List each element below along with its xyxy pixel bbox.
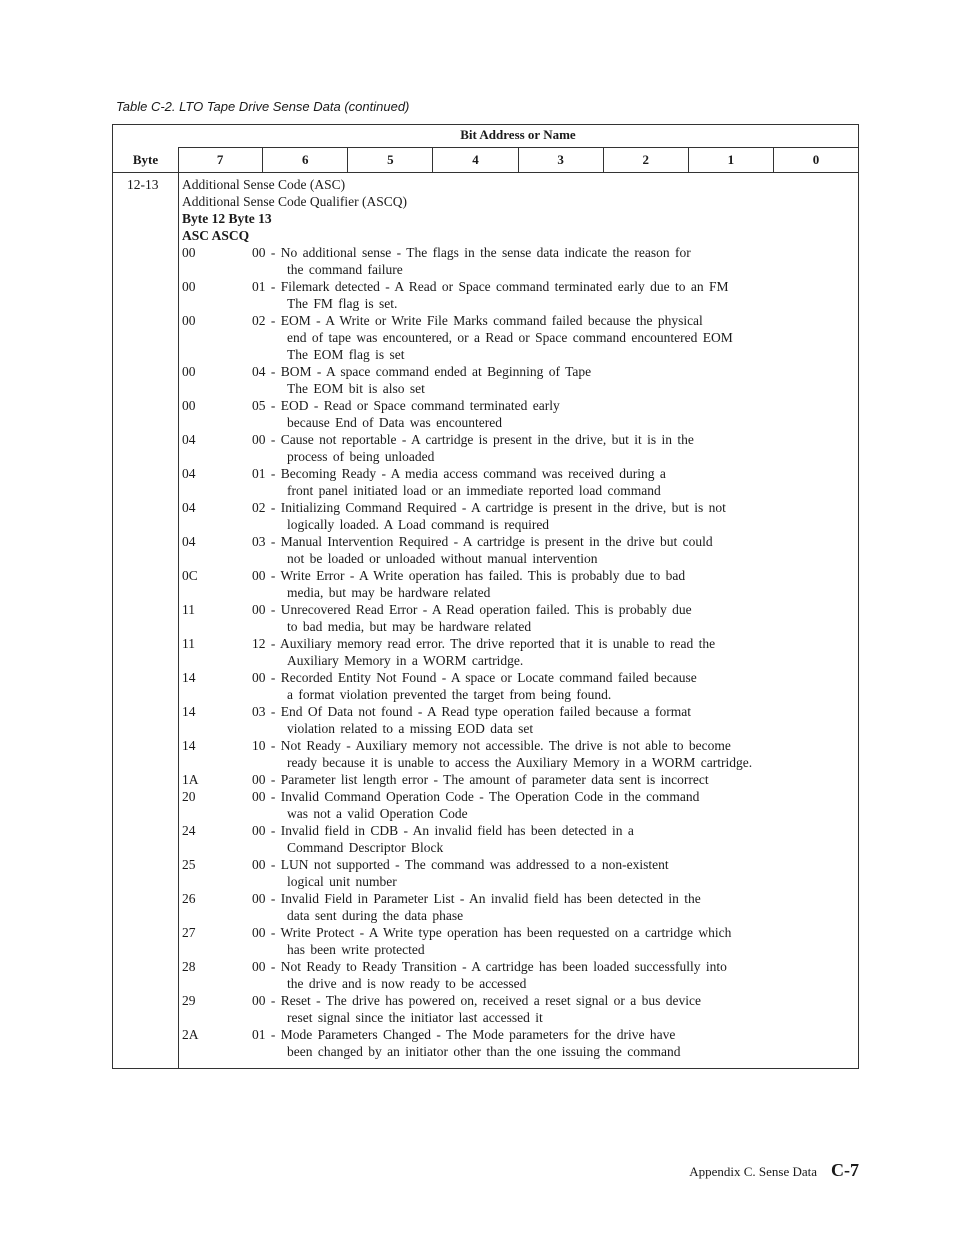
sense-code-entry — [182, 992, 854, 1026]
ascq-description-continued: been changed by an initiator other than the one issuing the command — [287, 1044, 681, 1059]
ascq-description: 00 - Invalid field in CDB - An invalid field has been detected in a — [252, 823, 634, 838]
ascq-description: 12 - Auxiliary memory read error. The drive reported that it is unable to read the — [252, 636, 716, 651]
asc-code: 00 — [182, 245, 196, 260]
ascq-description: 00 - Parameter list length error - The amount of parameter data sent is incorrect — [252, 772, 709, 787]
bit-header-7: 7 — [216, 152, 224, 167]
bit-header-3: 3 — [518, 147, 603, 172]
sense-code-entry — [182, 958, 854, 992]
bit-header-2: 2 — [603, 147, 688, 172]
ascq-description: 01 - Mode Parameters Changed - The Mode parameters for the drive have — [252, 1027, 676, 1042]
ascq-description-continued: not be loaded or unloaded without manual intervention — [287, 551, 598, 566]
ascq-description: 00 - Cause not reportable - A cartridge is present in the drive, but it is in the — [252, 432, 694, 447]
sense-code-entry — [182, 924, 854, 958]
sense-code-entry — [182, 890, 854, 924]
asc-code: 29 — [182, 993, 196, 1008]
sense-code-entry — [182, 363, 854, 397]
ascq-description-continued: Command Descriptor Block — [287, 840, 444, 855]
asc-code: 2A — [182, 1027, 199, 1042]
ascq-description-continued: front panel initiated load or an immediate reported load command — [287, 483, 661, 498]
asc-code: 26 — [182, 891, 196, 906]
ascq-description-continued: violation related to a missing EOD data set — [287, 721, 534, 736]
ascq-description: 00 - Recorded Entity Not Found - A space or Locate command failed because — [252, 670, 697, 685]
sense-code-entry — [182, 431, 854, 465]
header-bottom-divider — [113, 172, 858, 173]
sense-data-table — [112, 124, 859, 1069]
ascq-description: 00 - Unrecovered Read Error - A Read operation failed. This is probably due — [252, 602, 692, 617]
sense-code-entry — [182, 788, 854, 822]
sense-code-entry — [182, 244, 854, 278]
bit-columns — [178, 147, 858, 172]
page-number: C-7 — [831, 1160, 859, 1180]
ascq-description-continued: Auxiliary Memory in a WORM cartridge. — [287, 653, 524, 668]
sense-code-entry — [182, 635, 854, 669]
bit-header-4: 4 — [432, 147, 517, 172]
ascq-description-continued: was not a valid Operation Code — [287, 806, 468, 821]
sense-code-entry — [182, 601, 854, 635]
asc-code: 20 — [182, 789, 196, 804]
ascq-description: 03 - Manual Intervention Required - A cartridge is present in the drive but could — [252, 534, 713, 549]
ascq-description: 00 - Write Protect - A Write type operation has been requested on a cartridge which — [252, 925, 732, 940]
sense-code-entry — [182, 856, 854, 890]
asc-code: 00 — [182, 313, 196, 328]
ascq-description-continued: The EOM flag is set — [287, 347, 405, 362]
bit-header-1: 1 — [688, 147, 773, 172]
ascq-description-continued: process of being unloaded — [287, 449, 435, 464]
byte-value: 12-13 — [127, 177, 159, 192]
sense-code-entry — [182, 771, 854, 788]
asc-code: 25 — [182, 857, 196, 872]
asc-code: 14 — [182, 704, 196, 719]
sense-code-entry — [182, 312, 854, 363]
asc-code: 1A — [182, 772, 199, 787]
asc-code: 00 — [182, 398, 196, 413]
asc-code: 0C — [182, 568, 198, 583]
asc-code: 14 — [182, 670, 196, 685]
sense-code-entry — [182, 703, 854, 737]
sense-code-entry — [182, 533, 854, 567]
asc-code: 28 — [182, 959, 196, 974]
bit-header-0: 0 — [773, 147, 858, 172]
ascq-description: 00 - Not Ready to Ready Transition - A cartridge has been loaded successfully into — [252, 959, 727, 974]
ascq-description: 00 - Reset - The drive has powered on, received a reset signal or a bus device — [252, 993, 701, 1008]
bit-header-5: 5 — [347, 147, 432, 172]
asc-code: 11 — [182, 602, 195, 617]
asc-description-cell — [182, 176, 854, 1060]
ascq-description-continued: end of tape was encountered, or a Read or Space command encountered EOM — [287, 330, 733, 345]
ascq-description: 04 - BOM - A space command ended at Beginning of Tape — [252, 364, 592, 379]
ascq-description-continued: the command failure — [287, 262, 403, 277]
asc-code: 27 — [182, 925, 196, 940]
sense-code-entry — [182, 397, 854, 431]
table-caption: Table C-2. LTO Tape Drive Sense Data (continued) — [116, 99, 410, 114]
ascq-description: 05 - EOD - Read or Space command terminated early — [252, 398, 560, 413]
sense-code-entry — [182, 737, 854, 771]
byte-column-header: Byte — [132, 152, 159, 167]
ascq-description-continued: because End of Data was encountered — [287, 415, 503, 430]
sense-code-entry — [182, 465, 854, 499]
ascq-description: 00 - No additional sense - The flags in the sense data indicate the reason for — [252, 245, 691, 260]
sense-code-entry — [182, 499, 854, 533]
sense-code-entry — [182, 278, 854, 312]
ascq-description-continued: data sent during the data phase — [287, 908, 464, 923]
asc-code: 14 — [182, 738, 196, 753]
ascq-description-continued: the drive and is now ready to be accessed — [287, 976, 527, 991]
asc-code: 00 — [182, 279, 196, 294]
asc-code: 04 — [182, 500, 196, 515]
ascq-description-continued: The EOM bit is also set — [287, 381, 425, 396]
asc-code: 00 — [182, 364, 196, 379]
bit-header-6: 6 — [262, 147, 347, 172]
ascq-description: 03 - End Of Data not found - A Read type operation failed because a format — [252, 704, 691, 719]
ascq-description-continued: a format violation prevented the target from being found. — [287, 687, 612, 702]
ascq-description-continued: ready because it is unable to access the Auxiliary Memory in a WORM cartridge. — [287, 755, 753, 770]
sense-code-list — [182, 244, 854, 1060]
sense-code-entry — [182, 1026, 854, 1060]
ascq-description-continued: media, but may be hardware related — [287, 585, 491, 600]
footer-section-title: Appendix C. Sense Data — [689, 1164, 817, 1179]
ascq-description: 10 - Not Ready - Auxiliary memory not accessible. The drive is not able to become — [252, 738, 731, 753]
ascq-description: 01 - Filemark detected - A Read or Space command terminated early due to an FM — [252, 279, 729, 294]
ascq-description: 00 - Invalid Field in Parameter List - An invalid field has been detected in the — [252, 891, 701, 906]
sense-code-entry — [182, 669, 854, 703]
asc-ascq-label: ASC ASCQ — [182, 228, 250, 243]
ascq-description: 00 - Write Error - A Write operation has failed. This is probably due to bad — [252, 568, 686, 583]
sense-code-entry — [182, 822, 854, 856]
asc-code: 04 — [182, 466, 196, 481]
ascq-description-continued: The FM flag is set. — [287, 296, 398, 311]
ascq-description-continued: to bad media, but may be hardware related — [287, 619, 532, 634]
asc-code: 04 — [182, 432, 196, 447]
sense-code-entry — [182, 567, 854, 601]
page-footer — [689, 1160, 859, 1181]
ascq-description-continued: logical unit number — [287, 874, 397, 889]
asc-code: 04 — [182, 534, 196, 549]
intro-asc-line: Additional Sense Code (ASC) — [182, 177, 346, 192]
ascq-description: 00 - Invalid Command Operation Code - The Operation Code in the command — [252, 789, 700, 804]
byte-columns-label: Byte 12 Byte 13 — [182, 211, 272, 226]
ascq-description: 02 - EOM - A Write or Write File Marks command failed because the physical — [252, 313, 703, 328]
bit-address-header: Bit Address or Name — [460, 127, 576, 142]
ascq-description-continued: has been write protected — [287, 942, 425, 957]
ascq-description-continued: reset signal since the initiator last accessed it — [287, 1010, 543, 1025]
byte-column-divider — [178, 147, 179, 1068]
asc-code: 24 — [182, 823, 196, 838]
ascq-description-continued: logically loaded. A Load command is required — [287, 517, 550, 532]
ascq-description: 02 - Initializing Command Required - A cartridge is present in the drive, but is not — [252, 500, 726, 515]
ascq-description: 01 - Becoming Ready - A media access command was received during a — [252, 466, 666, 481]
ascq-description: 00 - LUN not supported - The command was addressed to a non-existent — [252, 857, 669, 872]
asc-code: 11 — [182, 636, 195, 651]
intro-ascq-line: Additional Sense Code Qualifier (ASCQ) — [182, 194, 407, 209]
